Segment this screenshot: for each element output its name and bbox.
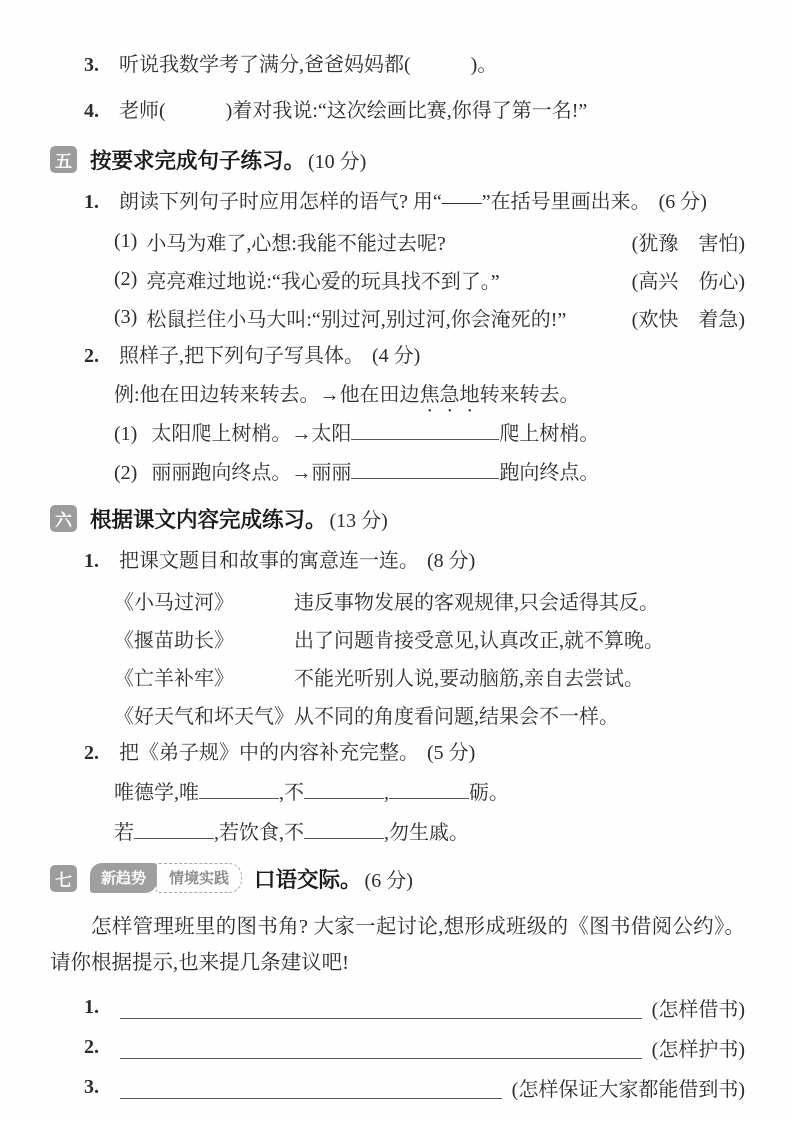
sentence-text: 爬上树梢。 [499,423,600,445]
section-number-badge: 五 [50,146,77,173]
verse-text: ,不 [279,782,304,804]
matching-row [114,657,745,695]
matching-row [114,581,745,619]
suggestion-row-1 [50,987,745,1027]
s6-q2-title [50,733,745,773]
answer-blank[interactable] [351,418,499,440]
answer-blank[interactable] [199,777,279,799]
situational-practice-tag: 情境实践 [156,863,242,893]
verse-text: 唯德学,唯 [114,782,199,804]
verse-text: 若 [114,822,134,844]
section-title: 按要求完成句子练习。 [90,148,306,173]
sub-label: (1) [114,229,138,252]
answer-blank[interactable] [120,1075,502,1099]
verse-text: 砺。 [469,782,509,804]
story-title[interactable]: 《小马过河》 [114,591,234,614]
question-number: 3. [84,1075,99,1098]
sentence-text: 小马为难了,心想:我能不能过去呢? [146,232,446,255]
section-number-badge: 七 [50,865,77,892]
answer-blank[interactable] [389,777,469,799]
story-moral[interactable]: 出了问题肯接受意见,认真改正,就不算晚。 [294,629,664,652]
s5-q2-sub1 [50,415,745,454]
answer-options[interactable]: (欢快 着急) [631,308,745,331]
question-number: 1. [84,995,99,1018]
question-text: 照样子,把下列句子写具体。 [119,345,364,367]
question-number: 2. [84,1035,99,1058]
answer-blank[interactable] [120,995,642,1019]
question-3 [50,42,745,88]
sub-label: (1) [114,423,138,445]
new-trend-tag: 新趋势 [90,863,157,893]
question-score: (4 分) [372,345,421,367]
story-moral[interactable]: 从不同的角度看问题,结果会不一样。 [294,705,619,728]
hint-text: (怎样护书) [651,1038,745,1061]
section-number-badge: 六 [50,505,77,532]
sentence-text: 松鼠拦住小马大叫:“别过河,别过河,你会淹死的!” [146,308,567,331]
section-score: (10 分) [308,150,367,173]
question-number: 3. [84,54,99,76]
sub-label: (3) [114,305,138,328]
dizigui-line-1 [50,773,745,813]
answer-options[interactable]: (高兴 伤心) [631,270,745,293]
hint-text: (怎样借书) [651,998,745,1021]
story-title[interactable]: 《揠苗助长》 [114,629,234,652]
sentence-text: 跑向终点。 [499,462,600,484]
s5-q1-sub2 [50,260,745,298]
s5-q2-sub2 [50,454,745,493]
answer-blank[interactable] [351,457,499,479]
question-text: 听说我数学考了满分,爸爸妈妈都( )。 [119,54,498,76]
suggestion-row-3 [50,1067,745,1107]
question-number: 2. [84,345,99,367]
s5-q1-title [50,182,745,222]
story-moral[interactable]: 不能光听别人说,要动脑筋,亲自去尝试。 [294,667,644,690]
matching-row [114,619,745,657]
question-text: 老师( )着对我说:“这次绘画比赛,你得了第一名!” [119,100,588,122]
sentence-text: 亮亮难过地说:“我心爱的玩具找不到了。” [146,270,500,293]
story-title[interactable]: 《亡羊补牢》 [114,667,234,690]
verse-text: ,若饮食,不 [214,822,304,844]
story-title[interactable]: 《好天气和坏天气》 [114,705,294,728]
section-7-header [50,855,745,901]
sentence-text: 太阳爬上树梢。→太阳 [151,423,352,445]
section-score: (13 分) [329,509,388,532]
oral-communication-intro: 怎样管理班里的图书角? 大家一起讨论,想形成班级的《图书借阅公约》。请你根据提示,也来提几条建议吧! [50,916,745,974]
suggestion-row-2 [50,1027,745,1067]
s6-q1-title [50,541,745,581]
question-score: (8 分) [427,550,476,572]
section-5-header [50,136,745,182]
answer-options[interactable]: (犹豫 害怕) [631,232,745,255]
emphasized-word: 焦急地 [419,384,480,406]
question-score: (6 分) [658,191,707,213]
s5-q1-sub1 [50,222,745,260]
question-number: 1. [84,191,99,213]
s5-q2-example [50,376,745,415]
question-score: (5 分) [427,742,476,764]
answer-blank[interactable] [120,1035,642,1059]
s5-q2-title [50,336,745,376]
question-text: 朗读下列句子时应用怎样的语气? 用“——”在括号里画出来。 [119,191,651,213]
question-number: 4. [84,100,99,122]
section-title: 根据课文内容完成练习。 [90,507,327,532]
section-title: 口语交际。 [254,867,362,892]
story-moral[interactable]: 违反事物发展的客观规律,只会适得其反。 [294,591,659,614]
question-4 [50,88,745,134]
section-6-header [50,495,745,541]
question-text: 把课文题目和故事的寓意连一连。 [119,550,419,572]
sub-label: (2) [114,462,138,484]
answer-blank[interactable] [134,817,214,839]
question-number: 2. [84,742,99,764]
question-text: 把《弟子规》中的内容补充完整。 [119,742,419,764]
question-number: 1. [84,550,99,572]
example-text: 例:他在田边转来转去。→他在田边 [114,384,420,406]
example-text: 转来转去。 [479,384,580,406]
s5-q1-sub3 [50,298,745,336]
section-score: (6 分) [364,869,413,892]
answer-blank[interactable] [304,817,384,839]
verse-text: ,勿生戚。 [384,822,469,844]
matching-row [114,695,745,733]
verse-text: , [384,782,389,804]
sub-label: (2) [114,267,138,290]
answer-blank[interactable] [304,777,384,799]
sentence-text: 丽丽跑向终点。→丽丽 [151,462,352,484]
hint-text: (怎样保证大家都能借到书) [511,1078,745,1101]
dizigui-line-2 [50,813,745,853]
